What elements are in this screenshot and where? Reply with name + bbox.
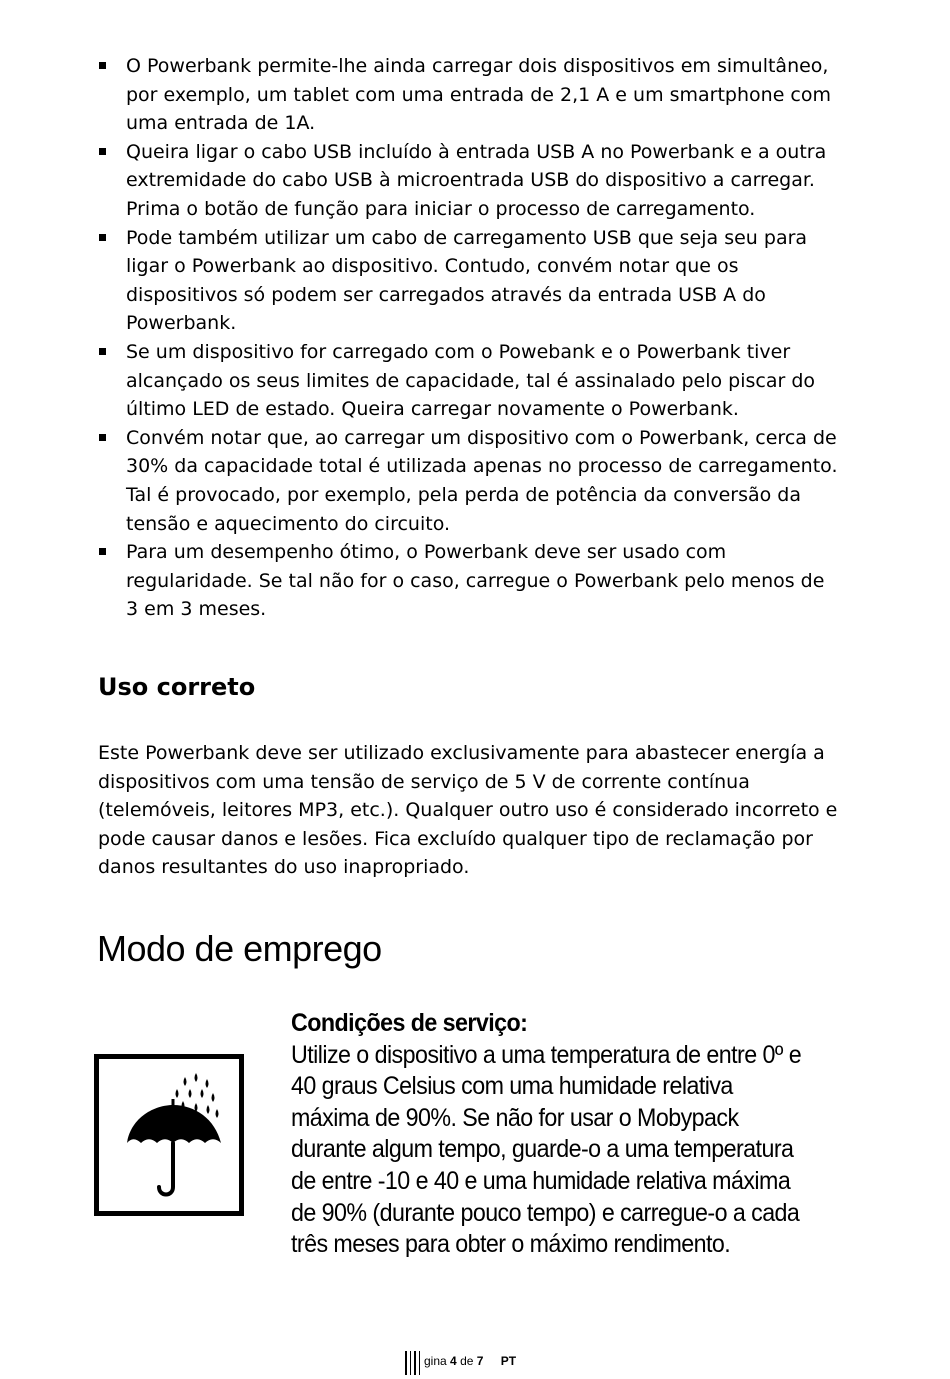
square-bullet-icon [99, 548, 106, 555]
page-number: 4 [450, 1354, 457, 1369]
list-item-text: Se um dispositivo for carregado com o Powebank e o Powerbank tiver alcançado os seus limites de capacidade, tal é assinalado pelo piscar do último LED de estado. Queira carregar novamente o Powerbank. [126, 340, 816, 421]
list-item [98, 138, 838, 224]
list-item [98, 224, 838, 338]
language-code: PT [500, 1354, 517, 1369]
bullet-list [98, 52, 838, 624]
page-prefix: gina [424, 1354, 447, 1369]
list-item-text: O Powerbank permite-lhe ainda carregar dois dispositivos em simultâneo, por exemplo, um tablet com uma entrada de 2,1 A e um smartphone com uma entrada de 1A. [126, 55, 832, 135]
list-item-text: Pode também utilizar um cabo de carregamento USB que seja seu para ligar o Powerbank ao dispositivo. Contudo, convém notar que os dispositivos só podem ser carregados através da entrada USB A do Powerbank. [126, 226, 808, 335]
square-bullet-icon [99, 434, 106, 441]
umbrella-rain-icon [94, 1054, 244, 1216]
barcode-icon [404, 1349, 422, 1375]
list-item [98, 538, 838, 624]
square-bullet-icon [99, 62, 106, 69]
section-title-modo-de-emprego: Modo de emprego [97, 928, 382, 969]
service-conditions-title: Condições de serviço: [291, 1009, 528, 1037]
list-item [98, 52, 838, 138]
list-item-text: Para um desempenho ótimo, o Powerbank deve ser usado com regularidade. Se tal não for o caso, carregue o Powerbank pelo menos de 3 em 3 meses. [126, 541, 825, 621]
page-separator: de [460, 1354, 474, 1369]
list-item-text: Queira ligar o cabo USB incluído à entrada USB A no Powerbank e a outra extremidade do cabo USB à microentrada USB do dispositivo a carregar. Prima o botão de função para iniciar o processo de carregamento. [126, 140, 827, 220]
section-title-uso-correto: Uso correto [98, 673, 256, 701]
page-total: 7 [476, 1354, 484, 1369]
service-conditions-text: Utilize o dispositivo a uma temperatura de entre 0º e 40 graus Celsius com uma humidade relativa máxima de 90%. Se não for usar o Mobypack durante algum tempo, guarde-o a uma temperatura de entre -10 e 40 e uma humidade relativa máxima de 90% (durante pouco tempo) e carregue-o a cada três meses para obter o máximo rendimento. [291, 1040, 802, 1259]
square-bullet-icon [99, 348, 106, 355]
service-conditions [291, 1008, 812, 1261]
uso-correto-paragraph: Este Powerbank deve ser utilizado exclusivamente para abastecer energía a dispositivos com uma tensão de serviço de 5 V de corrente contínua (telemóveis, leitores MP3, etc.). Qualquer outro uso é considerado incorreto e pode causar danos e lesões. Fica excluído qualquer tipo de reclamação por danos resultantes do uso inapropriado. [98, 742, 838, 879]
square-bullet-icon [99, 234, 106, 241]
list-item-text: Convém notar que, ao carregar um dispositivo com o Powerbank, cerca de 30% da capacidade total é utilizada apenas no processo de carregamento. Tal é provocado, por exemplo, pela perda de potência da conversão da tensão e aquecimento do circuito. [126, 426, 838, 535]
page-footer [404, 1349, 516, 1375]
square-bullet-icon [99, 148, 106, 155]
list-item [98, 338, 838, 424]
list-item [98, 424, 838, 538]
